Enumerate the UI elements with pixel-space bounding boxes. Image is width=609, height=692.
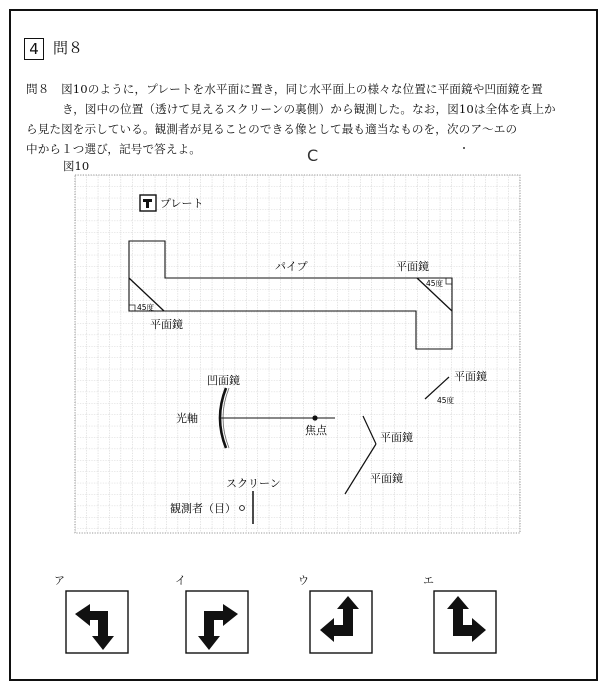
mirror-right-upper-label: 平面鏡 — [454, 370, 487, 383]
mirror-lower-label: 平面鏡 — [370, 472, 403, 485]
choice-e-letter: エ — [423, 574, 434, 587]
mirror-left-label: 平面鏡 — [150, 318, 183, 331]
question-line: 問８ 図10のように，プレートを水平面に置き，同じ水平面上の様々な位置に平面鏡や凹面鏡を置 — [26, 82, 543, 96]
angle-left-label: 45度 — [137, 303, 155, 312]
optical-axis-label: 光軸 — [176, 412, 198, 425]
choice-e[interactable] — [434, 591, 496, 653]
handwritten-answer: C — [307, 146, 319, 165]
focus-point — [312, 415, 317, 420]
screen-label: スクリーン — [226, 477, 281, 490]
question-line: 中から１つ選び，記号で答えよ。 — [26, 142, 201, 156]
plate-label: プレート — [160, 197, 204, 210]
question-title: 問８ — [53, 39, 84, 57]
angle-right-label: 45度 — [437, 396, 455, 405]
choice-u-letter: ウ — [298, 574, 309, 587]
focus-label: 焦点 — [305, 424, 327, 437]
question-line: き，図中の位置（透けて見えるスクリーンの裏側）から観測した。なお，図10は全体を真上か — [62, 102, 556, 116]
choice-i-letter: イ — [175, 574, 186, 587]
question-number: 4 — [24, 38, 44, 60]
mirror-middle-label: 平面鏡 — [380, 431, 413, 444]
choice-u[interactable] — [310, 591, 372, 653]
choice-a[interactable] — [66, 591, 128, 653]
concave-mirror-label: 凹面鏡 — [207, 374, 240, 387]
figure-label: 図10 — [63, 159, 90, 173]
pipe-label: パイプ — [275, 260, 308, 273]
mirror-top-right-label: 平面鏡 — [396, 260, 429, 273]
grid-area — [75, 175, 520, 533]
choice-i[interactable] — [186, 591, 248, 653]
choice-a-letter: ア — [54, 574, 65, 587]
plate-icon — [140, 195, 156, 211]
observer-label: 観測者（目） — [170, 502, 236, 515]
angle-top-right-label: 45度 — [426, 279, 444, 288]
question-line: ら見た図を示している。観測者が見ることのできる像として最も適当なものを，次のア～エの — [26, 122, 518, 136]
